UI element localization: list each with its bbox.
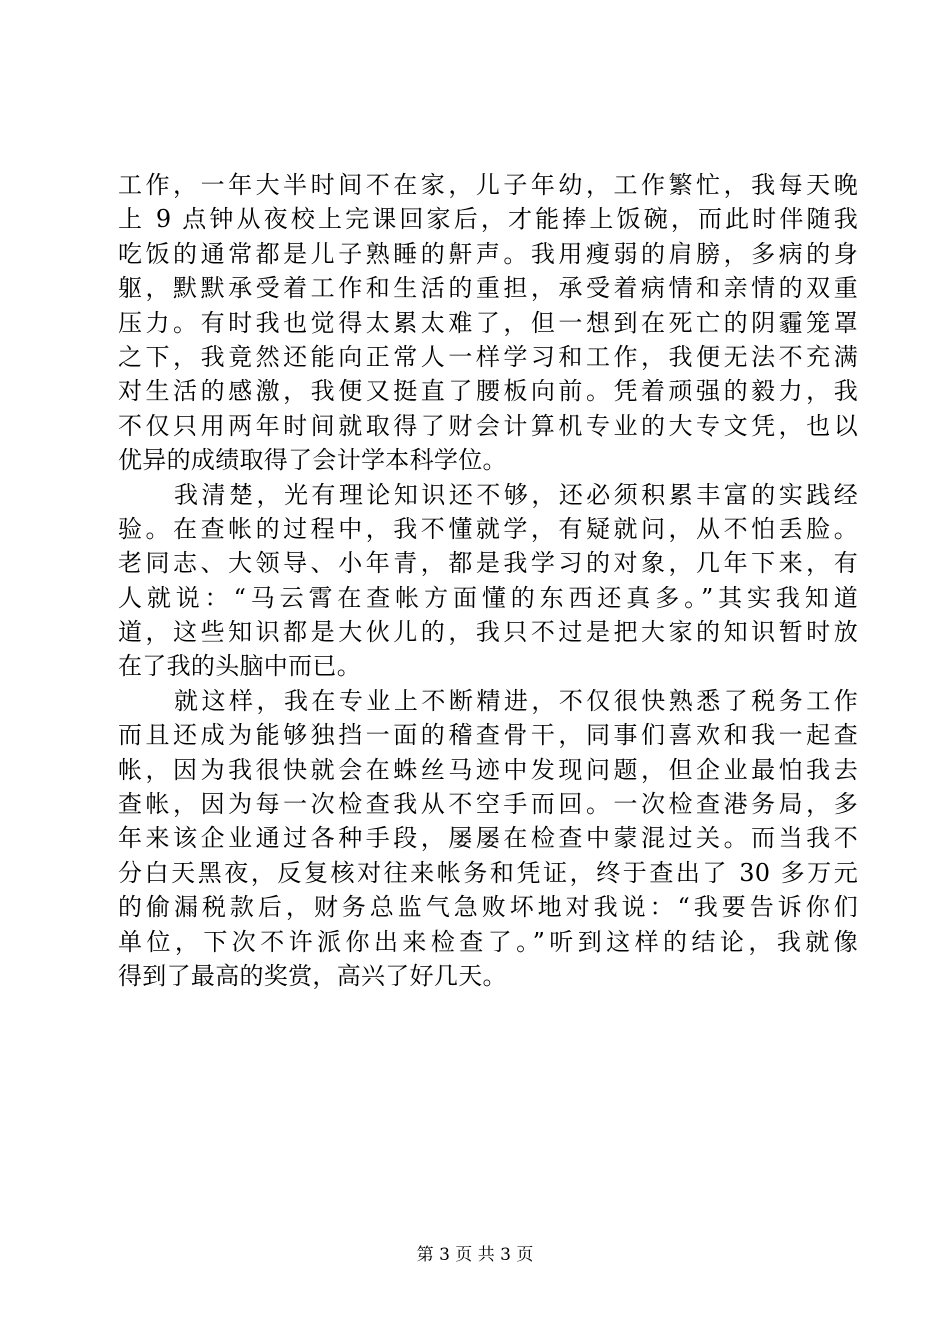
text-line: 而且还成为能够独挡一面的稽查骨干，同事们喜欢和我一起查 (118, 721, 858, 750)
text-line: 老同志、大领导、小年青，都是我学习的对象，几年下来，有 (118, 549, 858, 578)
text-line: 压力。有时我也觉得太累太难了，但一想到在死亡的阴霾笼罩 (118, 308, 858, 337)
text-line: 之下，我竟然还能向正常人一样学习和工作，我便无法不充满 (118, 342, 858, 371)
text-line: 帐，因为我很快就会在蛛丝马迹中发现问题，但企业最怕我去 (118, 755, 858, 784)
text-line: 年来该企业通过各种手段，屡屡在检查中蒙混过关。而当我不 (118, 824, 858, 853)
text-line: 在了我的头脑中而已。 (118, 652, 361, 681)
text-line: 优异的成绩取得了会计学本科学位。 (118, 446, 507, 475)
text-line: 人就说：“马云霄在查帐方面懂的东西还真多。”其实我知道 (118, 583, 858, 612)
text-line: 单位，下次不许派你出来检查了。”听到这样的结论，我就像 (118, 927, 858, 956)
text-line: 验。在查帐的过程中，我不懂就学，有疑就问，从不怕丢脸。 (118, 514, 858, 543)
paragraph-first-line: 就这样，我在专业上不断精进，不仅很快熟悉了税务工作 (174, 686, 858, 715)
text-line: 对生活的感激，我便又挺直了腰板向前。凭着顽强的毅力，我 (118, 377, 858, 406)
text-line: 躯，默默承受着工作和生活的重担，承受着病情和亲情的双重 (118, 274, 858, 303)
text-line: 不仅只用两年时间就取得了财会计算机专业的大专文凭，也以 (118, 411, 858, 440)
text-line: 查帐，因为每一次检查我从不空手而回。一次检查港务局，多 (118, 790, 858, 819)
paragraph-first-line: 我清楚，光有理论知识还不够，还必须积累丰富的实践经 (174, 480, 858, 509)
text-line: 的偷漏税款后，财务总监气急败坏地对我说：“我要告诉你们 (118, 893, 858, 922)
text-line: 吃饭的通常都是儿子熟睡的鼾声。我用瘦弱的肩膀，多病的身 (118, 239, 858, 268)
document-body (118, 168, 858, 993)
text-line: 道，这些知识都是大伙儿的，我只不过是把大家的知识暂时放 (118, 618, 858, 647)
page-number-footer: 第 3 页 共 3 页 (416, 1245, 534, 1265)
text-line: 工作，一年大半时间不在家，儿子年幼，工作繁忙，我每天晚 (118, 171, 858, 199)
text-line: 得到了最高的奖赏，高兴了好几天。 (118, 961, 507, 990)
text-line: 上 9 点钟从夜校上完课回家后，才能捧上饭碗，而此时伴随我 (118, 205, 858, 234)
text-line: 分白天黑夜，反复核对往来帐务和凭证，终于查出了 30 多万元 (118, 858, 858, 887)
